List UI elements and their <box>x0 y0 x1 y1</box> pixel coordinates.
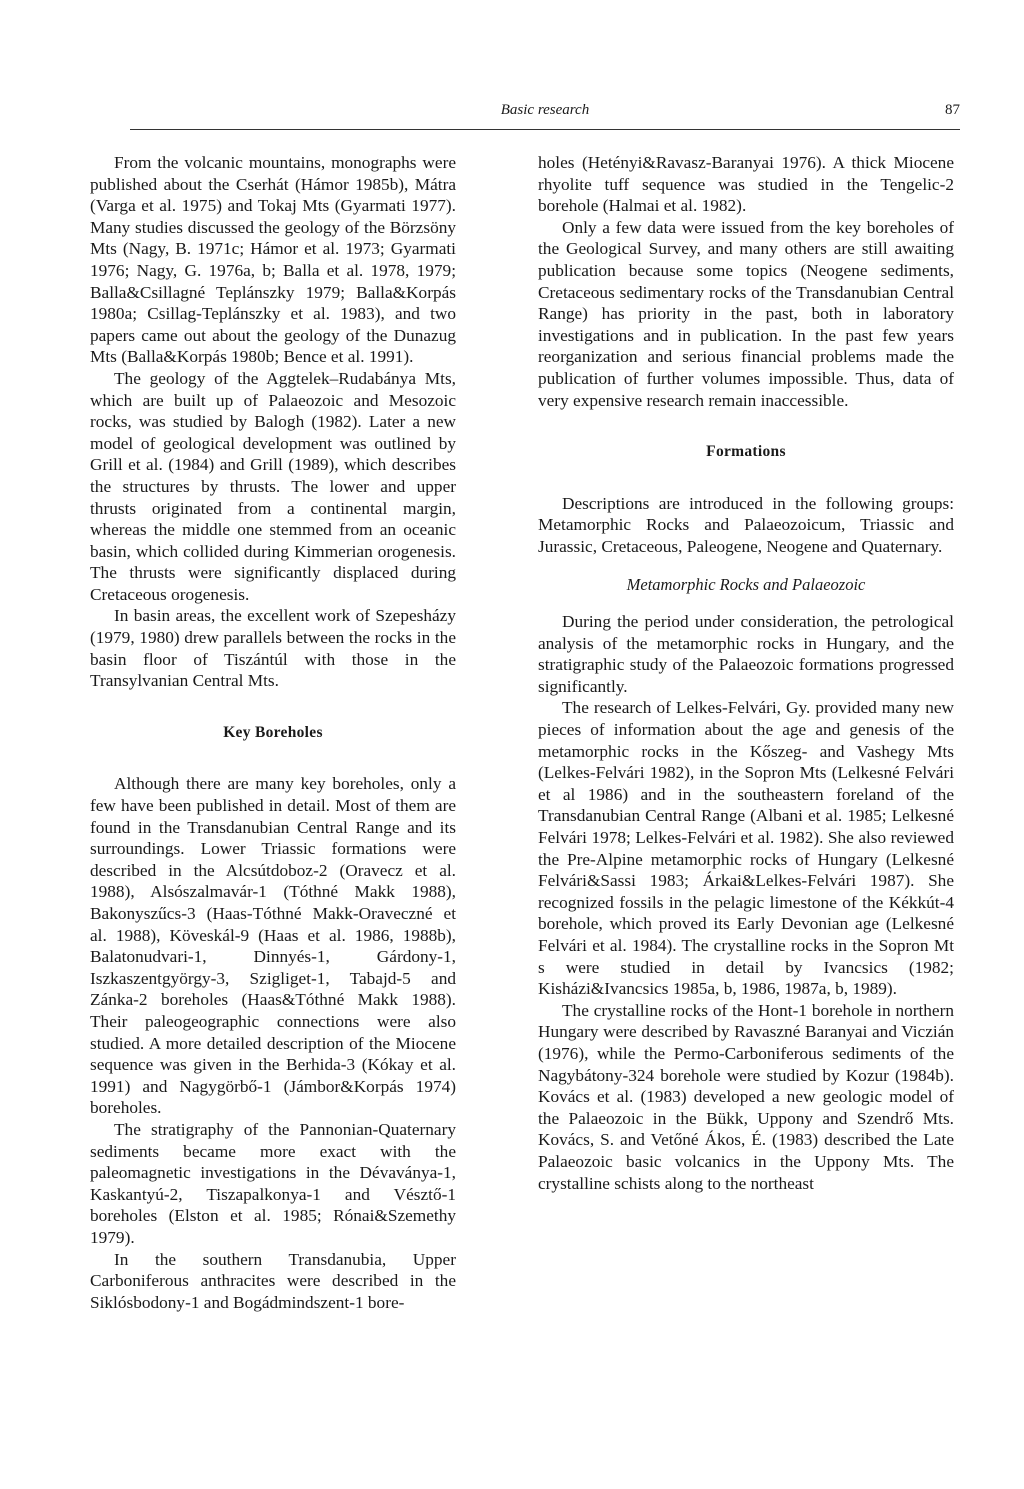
section-heading-key-boreholes: Key Boreholes <box>223 723 323 741</box>
paragraph: Descriptions are introduced in the following groups: Metamorphic Rocks and Palaeozoicum, Triassic and Jurassic, Cretaceous, Paleogene, Neogene and Quaternary. <box>538 493 954 556</box>
running-title: Basic research <box>500 102 590 118</box>
page-number: 87 <box>945 102 960 118</box>
paragraph: holes (Hetényi&Ravasz-Baranyai 1976). A thick Miocene rhyolite tuff sequence was studied in the Tengelic-2 borehole (Halmai et al. 1982). <box>538 153 954 216</box>
paragraph: During the period under consideration, the petrological analysis of the metamorphic rocks in Hungary, and the stratigraphic study of the Palaeozoic formations progressed significantly. <box>538 612 954 696</box>
paragraph: In the southern Transdanubia, Upper Carboniferous anthracites were described in the Siklósbodony-1 and Bogádmindszent-1 bore- <box>90 1249 456 1312</box>
paragraph: Only a few data were issued from the key boreholes of the Geological Survey, and many others are still awaiting publication because some topics (Neogene sediments, Cretaceous sedimentary rocks of the Transdanubian Central Range) has priority in the past, both in laboratory investigations and in publication. In the past few years reorganization and serious financial problems made the publication of further volumes impossible. Thus, data of very expensive research remain inaccessible. <box>538 217 954 410</box>
subheading-metamorphic-rocks: Metamorphic Rocks and Palaeozoic <box>626 574 866 594</box>
paragraph: The crystalline rocks of the Hont-1 borehole in northern Hungary were described by Ravaszné Baranyai and Viczián (1976), while the Permo-Carboniferous sediments of the Nagybátony-324 borehole were studied by Kozur (1984b). Kovács et al. (1983) developed a new geologic model of the Palaeozoic in the Bükk, Uppony and Szendrő Mts. Kovács, S. and Vetőné Ákos, É. (1983) described the Late Palaeozoic basic volcanics in the Uppony Mts. The crystalline schists along to the northeast <box>538 1000 954 1193</box>
paragraph: Although there are many key boreholes, only a few have been published in detail. Most of them are found in the Transdanubian Central Range and its surroundings. Lower Triassic formations were described in the Alcsútdoboz-2 (Oravecz et al. 1988), Alsószalmavár-1 (Tóthné Makk 1988), Bakonyszűcs-3 (Haas-Tóthné Makk-Oraveczné et al. 1988), Köveskál-9 (Haas et al. 1986, 1988b), Balatonudvari-1, Dinnyés-1, Gárdony-1, Iszkaszentgyörgy-3, Szigliget-1, Tabajd-5 and Zánka-2 boreholes (Haas&Tóthné Makk 1988). Their paleogeographic connections were also studied. A more detailed description of the Miocene sequence was given in the Berhida-3 (Kókay et al. 1991) and Nagygörbő-1 (Jámbor&Korpás 1974) boreholes. <box>90 774 456 1118</box>
paragraph: The geology of the Aggtelek–Rudabánya Mts, which are built up of Palaeozoic and Mesozoic rocks, was studied by Balogh (1982). Later a new model of geological development was outlined by Grill et al. (1984) and Grill (1989), which describes the structures by thrusts. The lower and upper thrusts originated from a continental margin, whereas the middle one stemmed from an oceanic basin, which collided during Kimmerian orogenesis. The thrusts were significantly displaced during Cretaceous orogenesis. <box>90 368 456 604</box>
paragraph: In basin areas, the excellent work of Szepesházy (1979, 1980) drew parallels between the rocks in the basin floor of Tiszántúl with those in the Transylvanian Central Mts. <box>90 606 456 691</box>
paragraph: The stratigraphy of the Pannonian-Quaternary sediments became more exact with the paleomagnetic investigations in the Dévaványa-1, Kaskantyú-2, Tiszapalkonya-1 and Vésztő-1 boreholes (Elston et al. 1985; Rónai&Szemethy 1979). <box>90 1119 456 1247</box>
paragraph: From the volcanic mountains, monographs were published about the Cserhát (Hámor 1985b), Mátra (Varga et al. 1975) and Tokaj Mts (Gyarmati 1977). Many studies discussed the geology of the Börzsöny Mts (Nagy, B. 1971c; Hámor et al. 1973; Gyarmati 1976; Nagy, G. 1976a, b; Balla et al. 1978, 1979; Balla&Csillagné Teplánszky 1979; Balla&Korpás 1980a; Csillag-Teplánszky et al. 1983), and two papers came out about the geology of the Dunazug Mts (Balla&Korpás 1980b; Bence et al. 1991). <box>90 153 456 367</box>
paragraph: The research of Lelkes-Felvári, Gy. provided many new pieces of information about the age and genesis of the metamorphic rocks in the Kőszeg- and Vashegy Mts (Lelkes-Felvári 1982), in the Sopron Mts (Lelkesné Felvári et al 1986) and in the southeastern foreland of the Transdanubian Central Range (Albani et al. 1985; Lelkesné Felvári 1978; Lelkes-Felvári et al. 1982). She also reviewed the Pre-Alpine metamorphic rocks of Hungary (Lelkesné Felvári&Sassi 1983; Árkai&Lelkes-Felvári 1987). She recognized fossils in the pelagic limestone of the Kékkút-4 borehole, which proved its Early Devonian age (Lelkesné Felvári et al. 1984). The crystalline rocks in the Sopron Mt s were studied in detail by Ivancsics (1982; Kisházi&Ivancsics 1985a, b, 1986, 1987a, b, 1989). <box>538 698 954 999</box>
running-header <box>130 98 960 126</box>
right-column <box>538 152 954 1194</box>
section-heading-formations: Formations <box>706 443 786 461</box>
left-column <box>90 152 456 1313</box>
header-rule <box>130 129 960 130</box>
